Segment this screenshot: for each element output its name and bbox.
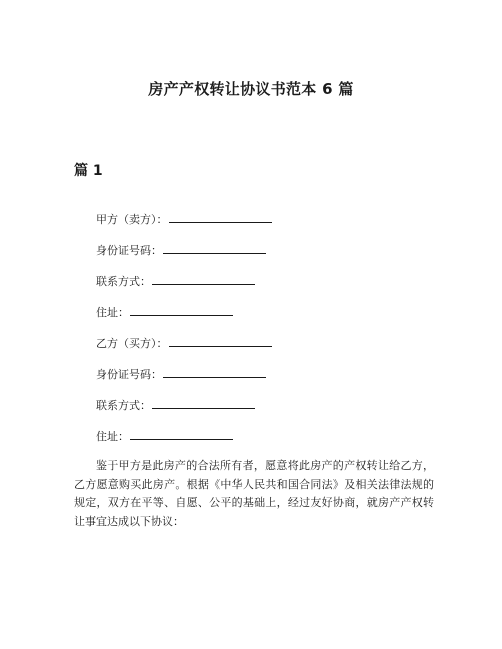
field-label: 乙方（买方）：	[96, 337, 168, 350]
fill-in-blank	[130, 428, 233, 440]
field-label: 身份证号码：	[96, 244, 162, 257]
document-title: 房产产权转让协议书范本 6 篇	[148, 80, 354, 98]
section-heading: 篇 1	[74, 163, 103, 179]
fill-in-blank	[169, 211, 272, 223]
seller-contact-field	[96, 273, 255, 289]
buyer-address-field	[96, 428, 233, 444]
buyer-contact-field	[96, 397, 255, 413]
fill-in-blank	[152, 397, 255, 409]
fill-in-blank	[152, 273, 255, 285]
fill-in-blank	[130, 304, 233, 316]
seller-name-field	[96, 211, 272, 227]
buyer-name-field	[96, 335, 272, 351]
preamble-paragraph: 鉴于甲方是此房产的合法所有者，愿意将此房产的产权转让给乙方，乙方愿意购买此房产。根据《中华人民共和国合同法》及相关法律法规的规定，双方在平等、自愿、公平的基础上，经过友好协商，就房产产权转让事宜达成以下协议：	[74, 459, 434, 528]
seller-id-field	[96, 242, 266, 258]
field-label: 住址：	[96, 306, 129, 319]
fill-in-blank	[163, 366, 266, 378]
field-label: 身份证号码：	[96, 368, 162, 381]
field-label: 甲方（卖方）：	[96, 213, 168, 226]
field-label: 住址：	[96, 430, 129, 443]
field-label: 联系方式：	[96, 275, 151, 288]
field-label: 联系方式：	[96, 399, 151, 412]
fill-in-blank	[163, 242, 266, 254]
buyer-id-field	[96, 366, 266, 382]
seller-address-field	[96, 304, 233, 320]
fill-in-blank	[169, 335, 272, 347]
